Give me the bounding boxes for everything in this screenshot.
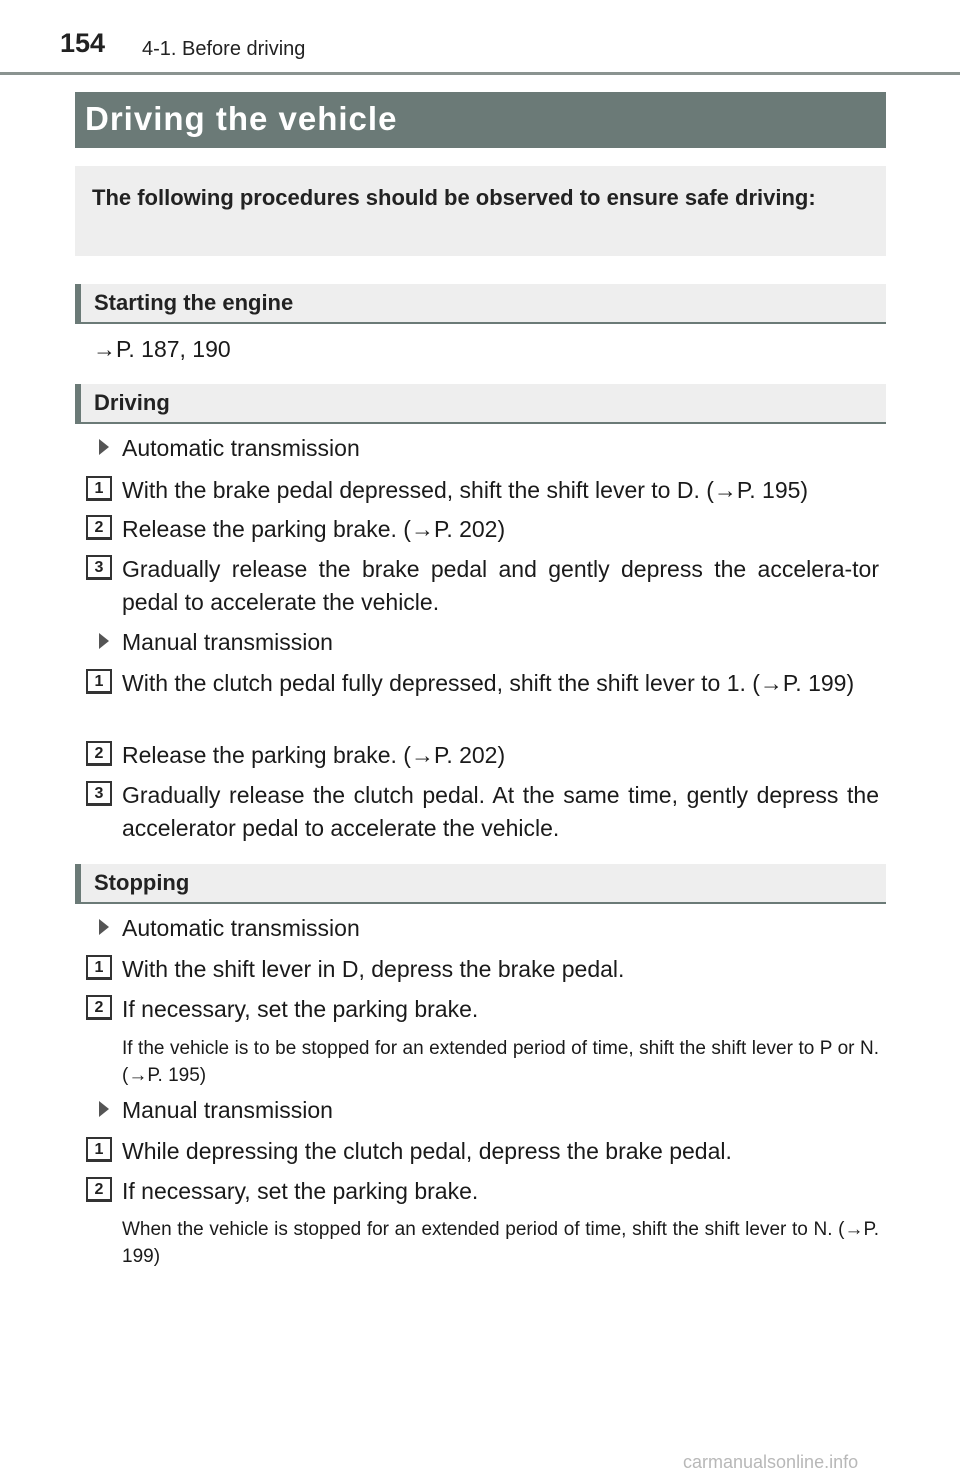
step-text: If necessary, set the parking brake.: [122, 1178, 479, 1204]
step-text: Release the parking brake. (→P. 202): [122, 742, 506, 768]
page-title: Driving the vehicle: [85, 100, 398, 137]
header-divider: [0, 72, 960, 75]
note-text: If the vehicle is to be stopped for an extended period of time, shift the shift lever to P or N. (→P. 195): [122, 1038, 879, 1086]
subheading-driving-manual: [99, 626, 333, 659]
triangle-bullet-icon: [99, 633, 109, 649]
triangle-bullet-icon: [99, 919, 109, 935]
subheading-driving-automatic: [99, 432, 360, 465]
step-number-badge: 2: [86, 1177, 112, 1202]
triangle-bullet-icon: [99, 1101, 109, 1117]
section-heading-starting: [75, 284, 886, 324]
triangle-bullet-icon: [99, 439, 109, 455]
step-text: Gradually release the brake pedal and gently depress the accelera-tor pedal to accelerate the vehicle.: [122, 556, 879, 615]
step-text: Gradually release the clutch pedal. At the same time, gently depress the accelerator pedal to accelerate the vehicle.: [122, 782, 879, 841]
step-text: With the brake pedal depressed, shift the shift lever to D. (→P. 195): [122, 477, 809, 503]
subheading-stopping-automatic: [99, 912, 360, 945]
starting-reference: →P. 187, 190: [93, 336, 231, 362]
watermark-text: carmanualsonline.info: [683, 1452, 859, 1472]
step-number-badge: 1: [86, 476, 112, 501]
intro-box: [75, 166, 886, 256]
subheading-label: Manual transmission: [122, 629, 333, 655]
page-number: 154: [60, 28, 106, 58]
section-reference: 4-1. Before driving: [142, 38, 306, 60]
step-text: Release the parking brake. (→P. 202): [122, 516, 506, 542]
section-heading-stopping: [75, 864, 886, 904]
step-text: With the clutch pedal fully depressed, shift the shift lever to 1. (→P. 199): [122, 670, 855, 696]
step-text: If necessary, set the parking brake.: [122, 996, 479, 1022]
section-heading-label: Stopping: [94, 870, 190, 895]
step-number-badge: 1: [86, 669, 112, 694]
subheading-label: Automatic transmission: [122, 435, 360, 461]
step-number-badge: 1: [86, 1137, 112, 1162]
step-number-badge: 3: [86, 781, 112, 806]
step-number-badge: 2: [86, 515, 112, 540]
page-title-bar: [75, 92, 886, 148]
subheading-stopping-manual: [99, 1094, 333, 1127]
section-heading-driving: [75, 384, 886, 424]
section-heading-label: Driving: [94, 390, 170, 415]
step-text: While depressing the clutch pedal, depress the brake pedal.: [122, 1138, 732, 1164]
step-number-badge: 2: [86, 995, 112, 1020]
subheading-label: Manual transmission: [122, 1097, 333, 1123]
section-heading-label: Starting the engine: [94, 290, 294, 315]
subheading-label: Automatic transmission: [122, 915, 360, 941]
page-header: [0, 0, 960, 76]
step-number-badge: 1: [86, 955, 112, 980]
step-number-badge: 2: [86, 741, 112, 766]
step-text: With the shift lever in D, depress the brake pedal.: [122, 956, 625, 982]
note-text: When the vehicle is stopped for an extended period of time, shift the shift lever to N. (→P. 199): [122, 1219, 879, 1267]
step-number-badge: 3: [86, 555, 112, 580]
intro-text: The following procedures should be observed to ensure safe driving:: [92, 185, 816, 210]
